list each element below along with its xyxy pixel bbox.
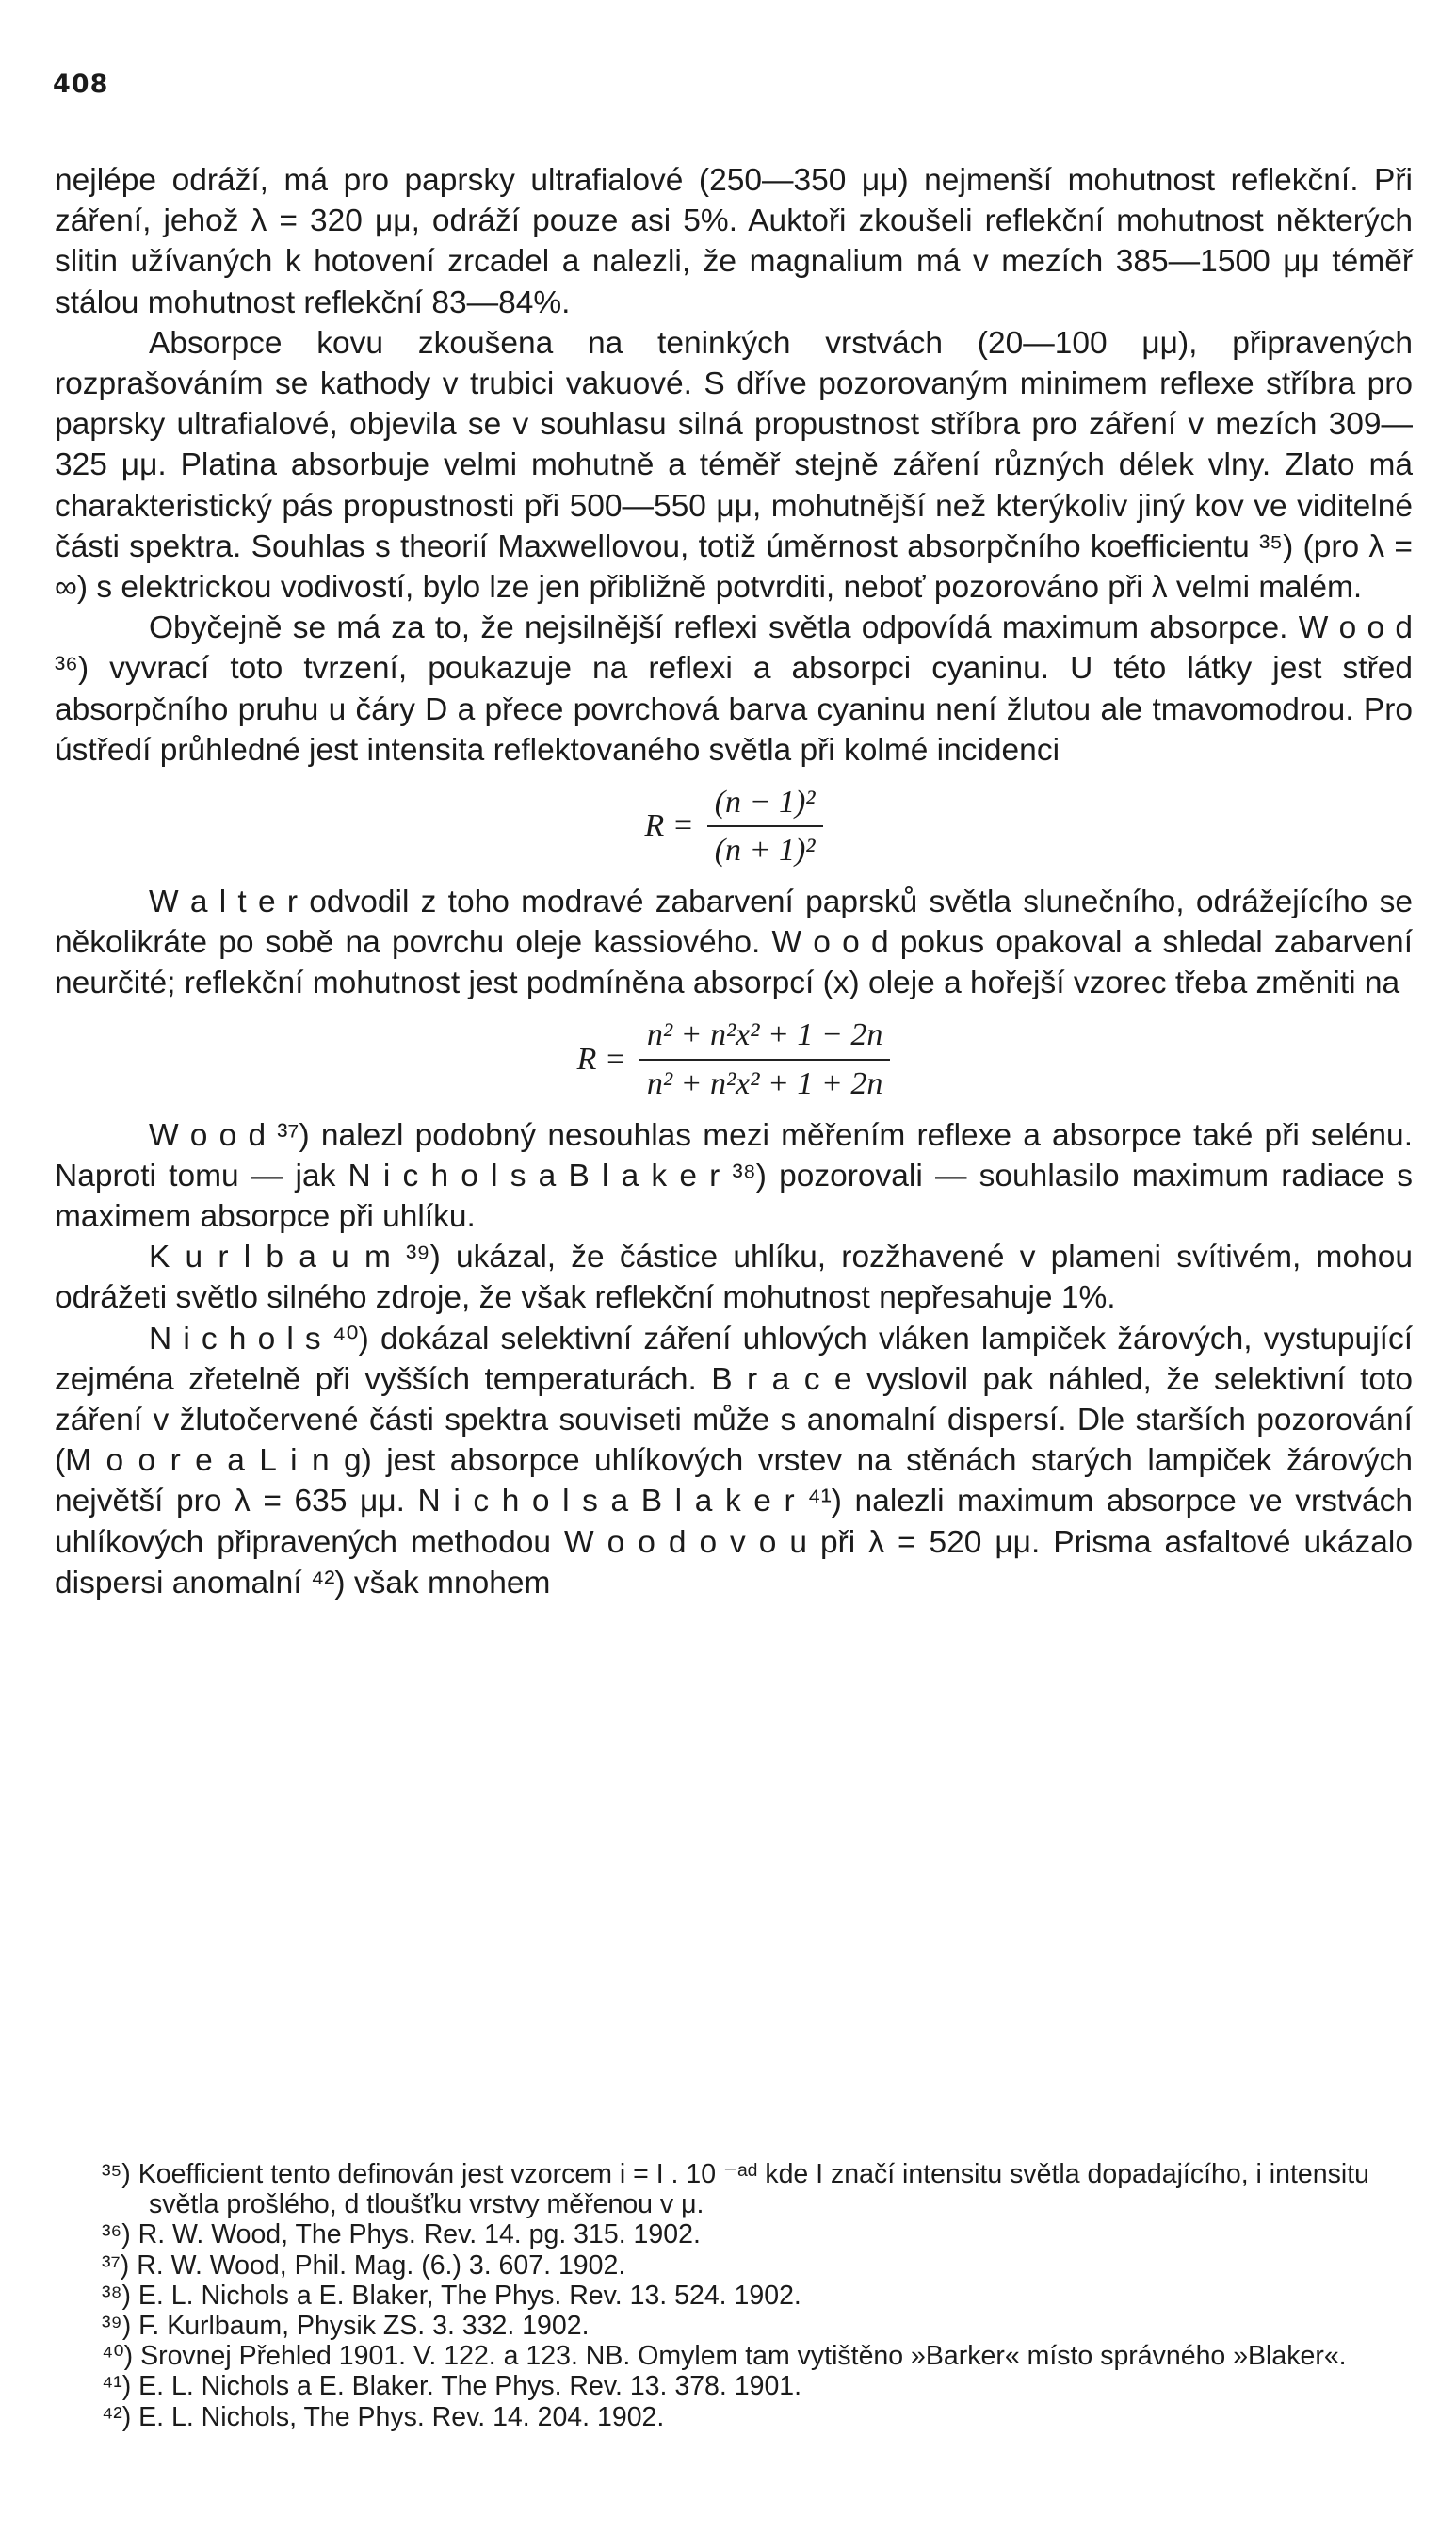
- formula-denominator: (n + 1)²: [714, 833, 816, 869]
- formula-numerator: n² + n²x² + 1 − 2n: [639, 1015, 891, 1060]
- footnotes: [55, 2159, 1413, 2432]
- fraction: [639, 1015, 891, 1103]
- paragraph: W o o d ³⁷) nalezl podobný nesouhlas mezi měřením reflexe a absorpce také při selénu. Naproti tomu — jak N i c h o l s a B l a k e r ³⁸) pozorovali — souhlasilo maximum radiace s maximem absorpce při uhlíku.: [55, 1117, 1413, 1235]
- formula-numerator: (n − 1)²: [707, 782, 823, 827]
- paragraph: Obyčejně se má za to, že nejsilnější reflexi světla odpovídá maximum absorpce. W o o d ³⁶) vyvrací toto tvrzení, poukazuje na reflexi a absorpci cyaninu. U této látky jest střed absorpčního pruhu u čáry D a přece povrchová barva cyaninu není žlutou ale tmavomodrou. Pro ústředí průhledné jest intensita reflektovaného světla při kolmé incidenci: [55, 610, 1413, 768]
- footnote: ³⁸) E. L. Nichols a E. Blaker, The Phys. Rev. 13. 524. 1902.: [102, 2280, 801, 2311]
- page-number: 408: [53, 70, 109, 99]
- footnote: ⁴¹) E. L. Nichols a E. Blaker. The Phys. Rev. 13. 378. 1901.: [102, 2371, 802, 2402]
- paragraph: W a l t e r odvodil z toho modravé zabarvení paprsků světla slunečního, odrážejícího se několikráte po sobě na povrchu oleje kassiového. W o o d pokus opakoval a shledal zabarvení neurčité; reflekční mohutnost jest podmíněna absorpcí (x) oleje a hořejší vzorec třeba změniti na: [55, 885, 1413, 1001]
- formula-denominator: n² + n²x² + 1 + 2n: [646, 1065, 883, 1101]
- paragraph: nejlépe odráží, má pro paprsky ultrafialové (250—350 μμ) nejmenší mohutnost reflekční. Při záření, jehož λ = 320 μμ, odráží pouze asi 5%. Auktoři zkoušeli reflekční mohutnost některých slitin užívaných k hotovení zrcadel a nalezli, že magnalium má v mezích 385—1500 μμ téměř stálou mohutnost reflekční 83—84%.: [55, 163, 1413, 320]
- reflection-formula: [55, 771, 1413, 882]
- footnote: ³⁶) R. W. Wood, The Phys. Rev. 14. pg. 315. 1902.: [102, 2219, 701, 2250]
- body-text: [55, 160, 1413, 1603]
- formula-lhs: R =: [576, 1042, 626, 1078]
- footnote: ³⁷) R. W. Wood, Phil. Mag. (6.) 3. 607. 1902.: [102, 2250, 626, 2281]
- paragraph: K u r l b a u m ³⁹) ukázal, že částice uhlíku, rozžhavené v plameni svítivém, mohou odrážeti světlo silného zdroje, že však reflekční mohutnost nepřesahuje 1%.: [55, 1240, 1413, 1316]
- footnote: ⁴⁰) Srovnej Přehled 1901. V. 122. a 123. NB. Omylem tam vytištěno »Barker« místo správného »Blaker«.: [102, 2341, 1347, 2372]
- footnote: ³⁹) F. Kurlbaum, Physik ZS. 3. 332. 1902.: [102, 2311, 590, 2342]
- footnote: ⁴²) E. L. Nichols, The Phys. Rev. 14. 204. 1902.: [102, 2401, 665, 2432]
- absorption-reflection-formula: [55, 1004, 1413, 1115]
- paragraph: Absorpce kovu zkoušena na teninkých vrstvách (20—100 μμ), připravených rozprašováním se kathody v trubici vakuové. S dříve pozorovaným minimem reflexe stříbra pro paprsky ultrafialové, objevila se v souhlasu silná propustnost stříbra pro záření v mezích 309—325 μμ. Platina absorbuje velmi mohutně a téměř stejně záření různých délek vlny. Zlato má charakteristický pás propustnosti při 500—550 μμ, mohutnější než kterýkoliv jiný kov ve viditelné části spektra. Souhlas s theorií Maxwellovou, totiž úměrnost absorpčního koefficientu ³⁵) (pro λ = ∞) s elektrickou vodivostí, bylo lze jen přibližně potvrditi, neboť pozorováno při λ velmi malém.: [55, 325, 1413, 606]
- footnote: ³⁵) Koefficient tento definován jest vzorcem i = I . 10 ⁻ᵃᵈ kde I značí intensitu světla dopadajícího, i intensitu světla prošlého, d tloušťku vrstvy měřenou v μ.: [102, 2159, 1369, 2220]
- paragraph: N i c h o l s ⁴⁰) dokázal selektivní záření uhlových vláken lampiček žárových, vystupující zejména zřetelně při vyšších temperaturách. B r a c e vyslovil pak náhled, že selektivní toto záření v žlutočervené části spektra souviseti může s anomalní dispersí. Dle starších pozorování (M o o r e a L i n g) jest absorpce uhlíkových vrstev na stěnách starých lampiček žárových největší pro λ = 635 μμ. N i c h o l s a B l a k e r ⁴¹) nalezli maximum absorpce ve vrstvách uhlíkových připravených methodou W o o d o v o u při λ = 520 μμ. Prisma asfaltové ukázalo dispersi anomalní ⁴²) však mnohem: [55, 1321, 1413, 1600]
- formula-lhs: R =: [644, 808, 694, 844]
- fraction: [707, 782, 823, 870]
